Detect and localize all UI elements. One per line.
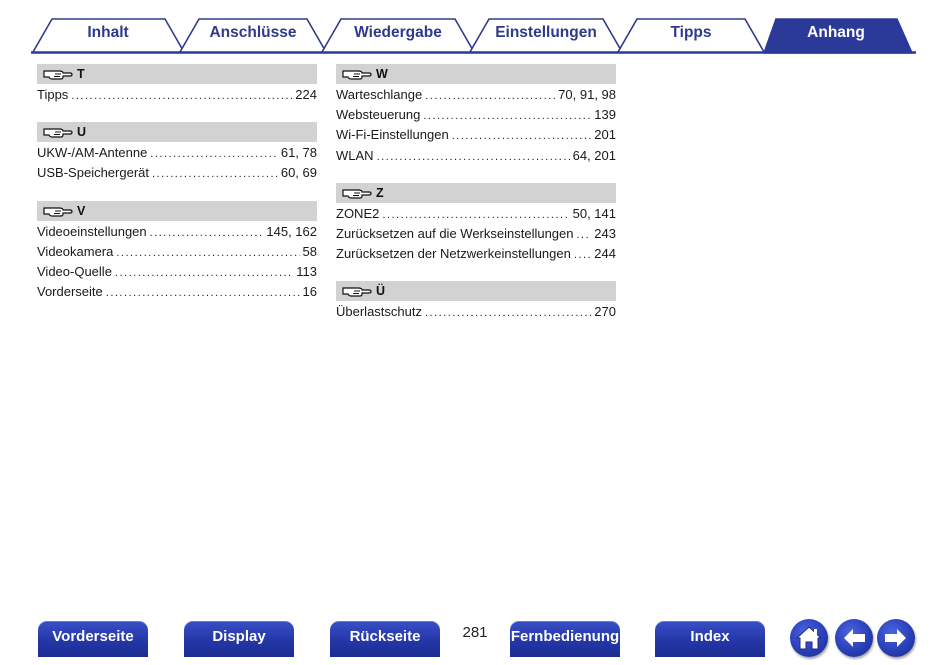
index-entry[interactable] [37,284,317,304]
entry-pages[interactable]: 58 [302,243,317,259]
section-header [37,64,317,84]
entry-pages[interactable]: 145, 162 [266,223,317,239]
tab-bar [0,0,950,56]
entry-term: Tipps [37,87,69,102]
vorderseite-button[interactable] [38,621,148,657]
dot-leader [150,227,264,239]
section-letter: W [376,67,388,81]
index-button[interactable] [655,621,765,657]
entry-pages[interactable]: 50, 141 [572,205,616,221]
index-entry[interactable] [37,264,317,284]
dot-leader [574,249,591,261]
display-label: Display [212,628,266,645]
index-section [336,183,616,267]
entry-term: Überlastschutz [336,304,422,320]
pointing-hand-icon [342,186,372,200]
entry-pages[interactable]: 139 [594,107,616,123]
dot-leader [377,151,570,163]
home-button[interactable] [790,619,828,657]
dot-leader [116,247,299,259]
section-header [336,183,616,203]
entry-term: Videoeinstellungen [37,223,147,239]
section-header [37,122,317,142]
index-entry[interactable] [37,145,317,165]
entry-pages[interactable]: 244 [594,246,616,262]
entry-pages[interactable]: 70, 91, 98 [558,87,616,102]
dot-leader [577,229,592,241]
section-letter: V [77,203,86,218]
index-column-right [336,64,616,340]
dot-leader [425,90,555,102]
entry-term: Video-Quelle [37,263,112,279]
index-column-left [37,64,317,319]
index-entry[interactable] [336,206,616,226]
pointing-hand-icon [43,125,73,139]
home-icon [790,619,828,657]
tab-tipps[interactable]: Tipps [670,24,712,41]
dot-leader [150,148,278,160]
index-entry[interactable] [336,304,616,324]
rueckseite-button[interactable] [330,621,440,657]
index-entry[interactable] [336,148,616,168]
fernbedienung-button[interactable] [510,621,620,657]
arrow-right-icon [877,619,915,657]
dot-leader [425,307,591,319]
entry-pages[interactable]: 201 [594,127,616,143]
entry-term: Websteuerung [336,107,421,123]
tab-anschluesse[interactable]: Anschlüsse [209,24,297,41]
pointing-hand-icon [342,284,372,298]
section-letter: Z [376,185,384,200]
pointing-hand-icon [342,67,372,81]
section-letter: U [77,125,87,140]
index-entry[interactable] [336,246,616,266]
tab-anhang[interactable]: Anhang [807,24,865,41]
display-button[interactable] [184,621,294,657]
dot-leader [152,168,278,180]
entry-term: Zurücksetzen der Netzwerkeinstellungen [336,246,571,262]
dot-leader [71,90,292,102]
section-header [336,281,616,301]
tab-einstellungen[interactable]: Einstellungen [495,24,597,41]
entry-term: ZONE2 [336,205,380,221]
page-number: 281 [462,624,488,641]
section-header [37,201,317,221]
entry-pages[interactable]: 16 [302,284,317,300]
entry-term: Wi-Fi-Einstellungen [336,127,449,143]
entry-pages[interactable]: 64, 201 [572,147,616,163]
entry-term: WLAN [336,147,374,163]
section-letter: T [77,67,85,81]
entry-pages[interactable]: 113 [296,263,317,279]
index-entry[interactable] [37,224,317,244]
dot-leader [106,287,300,299]
index-section [37,64,317,107]
index-section [37,122,317,185]
dot-leader [423,110,591,122]
dot-leader [452,130,592,142]
entry-term: Zurücksetzen auf die Werkseinstellungen [336,225,574,241]
entry-term: Vorderseite [37,284,103,300]
index-entry[interactable] [336,226,616,246]
back-button[interactable] [835,619,873,657]
entry-pages[interactable]: 224 [295,87,317,102]
entry-term: USB-Speichergerät [37,165,149,181]
index-label: Index [690,628,730,645]
entry-pages[interactable]: 243 [594,225,616,241]
entry-term: UKW-/AM-Antenne [37,145,148,161]
index-entry[interactable] [37,87,317,107]
index-entry[interactable] [37,165,317,185]
section-header [336,64,616,84]
section-letter: Ü [376,284,386,299]
pointing-hand-icon [43,67,73,81]
entry-pages[interactable]: 60, 69 [280,165,317,181]
index-section [336,281,616,324]
index-section [37,201,317,305]
entry-pages[interactable]: 61, 78 [280,145,317,161]
dot-leader [382,209,569,221]
entry-term: Videokamera [37,243,114,259]
pointing-hand-icon [43,204,73,218]
forward-button[interactable] [877,619,915,657]
rueckseite-label: Rückseite [349,628,421,645]
tab-inhalt[interactable]: Inhalt [87,24,129,41]
index-entry[interactable] [336,107,616,127]
index-entry[interactable] [336,127,616,147]
dot-leader [115,267,293,279]
fernbedienung-label: Fernbedienung [510,628,620,645]
entry-pages[interactable]: 270 [594,304,616,320]
vorderseite-label: Vorderseite [52,628,134,645]
arrow-left-icon [835,619,873,657]
index-entry[interactable] [37,244,317,264]
index-entry[interactable] [336,87,616,107]
index-section [336,64,616,168]
entry-term: Warteschlange [336,87,423,102]
tab-wiedergabe[interactable]: Wiedergabe [354,24,442,41]
